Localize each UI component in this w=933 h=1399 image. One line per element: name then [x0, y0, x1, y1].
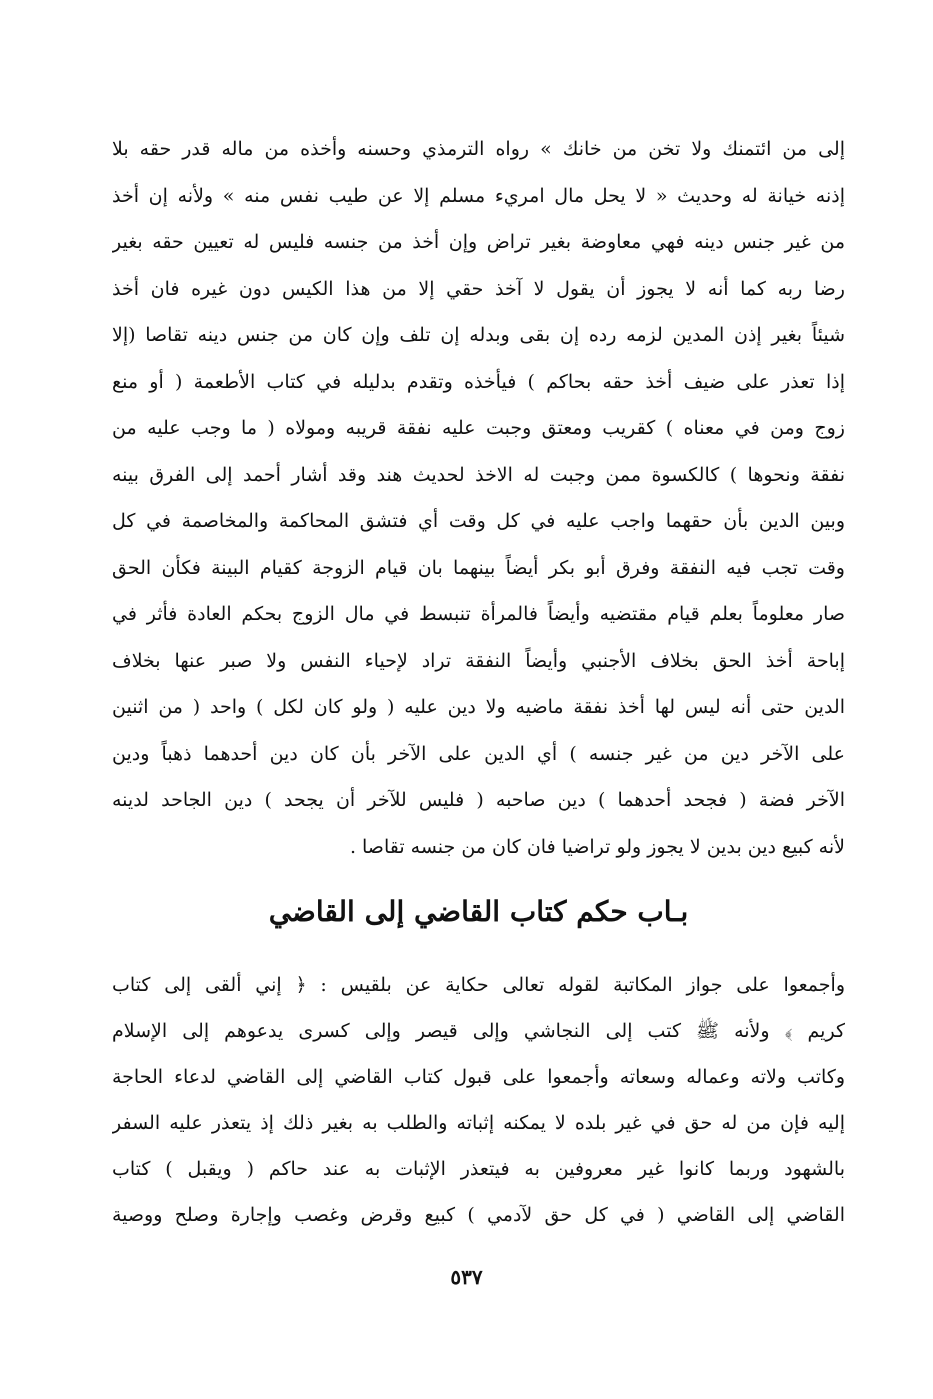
page-number: ٥٣٧	[450, 1265, 483, 1289]
text-line: الآخر فضة ( فجحد أحدهما ) دين صاحبه ( فليس للآخر أن يجحد ) دين الجاحد لدينه	[112, 789, 845, 811]
text-line: إليه فإن من له حق في غير بلده لا يمكنه إثباته والطلب به بغير ذلك إذ يتعذر عليه السفر	[112, 1112, 845, 1134]
text-line: كريم ﴾ ولأنه ﷺ كتب إلى النجاشي وإلى قيصر وإلى كسرى يدعوهم إلى الإسلام	[112, 1020, 845, 1042]
body-paragraph-2	[112, 962, 845, 1238]
text-line: وأجمعوا على جواز المكاتبة لقوله تعالى حكاية عن بلقيس : ﴿ إني ألقى إلى كتاب	[112, 974, 845, 996]
text-line: إباحة أخذ الحق بخلاف الأجنبي وأيضاً النفقة تراد لإحياء النفس ولا صبر عنها بخلاف	[112, 649, 845, 672]
text-line: إذا تعذر على ضيف أخذ حقه بحاكم ) فيأخذه وتقدم بدليله في كتاب الأطعمة ( أو منع	[112, 370, 845, 393]
text-line: بالشهود وربما كانوا غير معروفين به فيتعذر الإثبات به عند حاكم ( ويقبل ) كتاب	[112, 1158, 845, 1180]
text-line: وبين الدين بأن حقهما واجب عليه في كل وقت أي فتشق المحاكمة والمخاصمة في كل	[112, 510, 845, 532]
text-line: وكاتب ولاته وعماله وسعاته وأجمعوا على قبول كتاب القاضي إلى القاضي لدعاء الحاجة	[112, 1066, 845, 1088]
text-line: القاضي إلى القاضي ( في كل حق لآدمي ) كبيع وقرض وغصب وإجارة وصلح ووصية	[112, 1204, 845, 1226]
text-line: شيئاً بغير إذن المدين لزمه رده إن بقى وبدله إن تلف وإن كان من جنس دينه تقاصا (إلا	[112, 324, 845, 346]
chapter-heading: بـاب حكم كتاب القاضي إلى القاضي	[268, 895, 689, 928]
text-line: زوج ومن في معناه ) كقريب ومعتق وجبت عليه نفقة قريبه ومولاه ( ما وجب عليه من	[112, 417, 845, 439]
text-line: وقت تجب فيه النفقة وفرق أبو بكر أيضاً بينهما بان قيام الزوجة كقيام البينة فكأن الحق	[112, 556, 845, 579]
text-line: على الآخر دين من غير جنسه ) أي الدين على الآخر بأن كان دين أحدهما ذهباً ودين	[112, 742, 845, 765]
text-line: لأنه كبيع دين بدين لا يجوز ولو تراضيا فان كان من جنسه تقاصا .	[349, 835, 845, 858]
text-line: صار معلوماً بعلم قيام مقتضيه وأيضاً فالمرأة تنبسط في مال الزوج بحكم العادة فأثر في	[112, 603, 845, 625]
body-paragraph-1	[112, 126, 845, 870]
text-line: إلى من ائتمنك ولا تخن من خانك » رواه الترمذي وحسنه وأخذه من ماله قدر حقه بلا	[112, 138, 845, 160]
text-line: الدين حتى أنه ليس لها أخذ نفقة ماضيه ولا دين عليه ( ولو كان لكل ) واحد ( من اثنين	[112, 696, 845, 718]
text-line: من غير جنس دينه فهي معاوضة بغير تراض وإن أخذ من جنسه فليس له تعيين حقه بغير	[112, 231, 845, 253]
text-line: نفقة ونحوها ) كالكسوة ممن وجبت له الاخذ لحديث هند وقد أشار أحمد إلى الفرق بينه	[112, 463, 845, 486]
text-line: رضا ربه كما أنه لا يجوز أن يقول لا آخذ حقي إلا من هذا الكيس دون غيره فان أخذ	[112, 277, 845, 300]
text-line: إذنه خيانة له وحديث « لا يحل مال امريء مسلم إلا عن طيب نفس منه » ولأنه إن أخذ	[112, 184, 845, 207]
